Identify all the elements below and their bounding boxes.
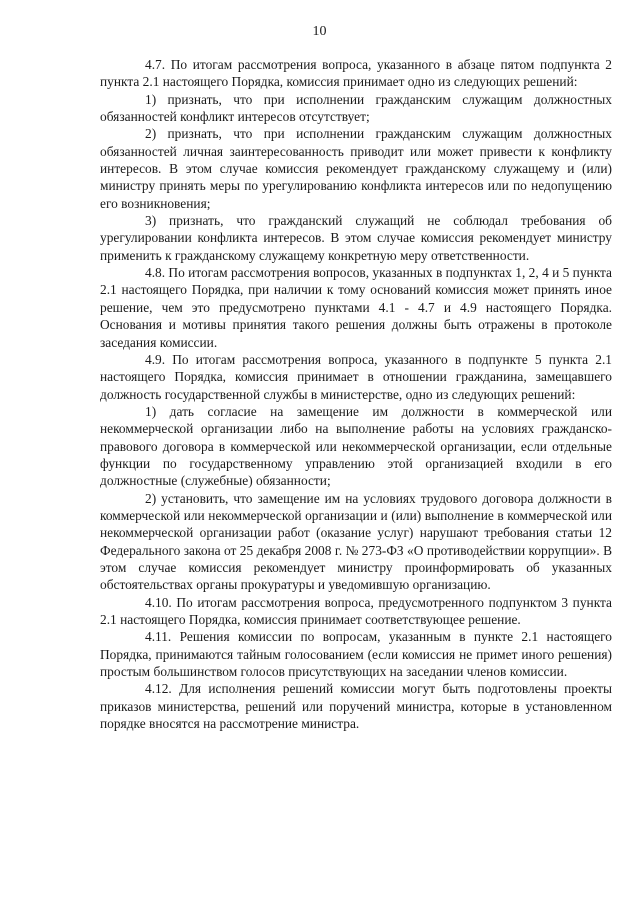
paragraph-4-8: 4.8. По итогам рассмотрения вопросов, указанных в подпунктах 1, 2, 4 и 5 пункта 2.1 настоящего Порядка, при наличии к тому оснований комиссия может принять иное решение, чем это предусмотрено пунктами 4.1 - 4.7 и 4.9 настоящего Порядка. Основания и мотивы принятия такого решения должны быть отражены в протоколе заседания комиссии. xyxy=(100,265,612,350)
paragraph-4-7-item-1: 1) признать, что при исполнении гражданским служащим должностных обязанностей конфликт интересов отсутствует; xyxy=(100,91,612,125)
paragraph-4-9-item-2: 2) установить, что замещение им на условиях трудового договора должности в коммерческой или некоммерческой организации и (или) выполнение в коммерческой или некоммерческой организации работ (оказание услуг) нарушают требования статьи 12 Федерального закона от 25 декабря 2008 г. № 273-ФЗ «О противодействии коррупции». В этом случае комиссия рекомендует министру проинформировать об указанных обстоятельствах органы прокуратуры и уведомившую организацию. xyxy=(100,490,612,593)
paragraph-4-7-item-2: 2) признать, что при исполнении гражданским служащим должностных обязанностей личная заинтересованность приводит или может привести к конфликту интересов. В этом случае комиссия рекомендует гражданскому служащему и (или) министру принять меры по урегулированию конфликта интересов или по недопущению его возникновения; xyxy=(100,126,612,211)
paragraph-4-10: 4.10. По итогам рассмотрения вопроса, предусмотренного подпунктом 3 пункта 2.1 настоящего Порядка, комиссия принимает соответствующее решение. xyxy=(100,594,612,627)
document-body xyxy=(100,56,612,732)
paragraph-4-7-item-3: 3) признать, что гражданский служащий не соблюдал требования об урегулировании конфликта интересов. В этом случае комиссия рекомендует министру применить к гражданскому служащему конкретную меру ответственности. xyxy=(100,213,612,263)
page-number: 10 xyxy=(312,24,327,39)
paragraph-4-11: 4.11. Решения комиссии по вопросам, указанным в пункте 2.1 настоящего Порядка, принимаются тайным голосованием (если комиссия не примет иного решения) простым большинством голосов присутствующих на заседании членов комиссии. xyxy=(100,629,612,680)
paragraph-4-9: 4.9. По итогам рассмотрения вопроса, указанного в подпункте 5 пункта 2.1 настоящего Порядка, комиссия принимает в отношении гражданина, замещавшего должность государственной службы в министерстве, одно из следующих решений: xyxy=(100,351,612,402)
paragraph-4-9-item-1: 1) дать согласие на замещение им должности в коммерческой или некоммерческой организации либо на выполнение работы на условиях гражданско-правового договора в коммерческой или некоммерческой организации, если отдельные функции по государственному управлению этой организацией входили в его должностные (служебные) обязанности; xyxy=(100,403,612,489)
paragraph-4-12: 4.12. Для исполнения решений комиссии могут быть подготовлены проекты приказов министерства, решений или поручений министра, которые в установленном порядке вносятся на рассмотрение министра. xyxy=(100,681,612,732)
paragraph-4-7: 4.7. По итогам рассмотрения вопроса, указанного в абзаце пятом подпункта 2 пункта 2.1 настоящего Порядка, комиссия принимает одно из следующих решений: xyxy=(100,57,612,90)
